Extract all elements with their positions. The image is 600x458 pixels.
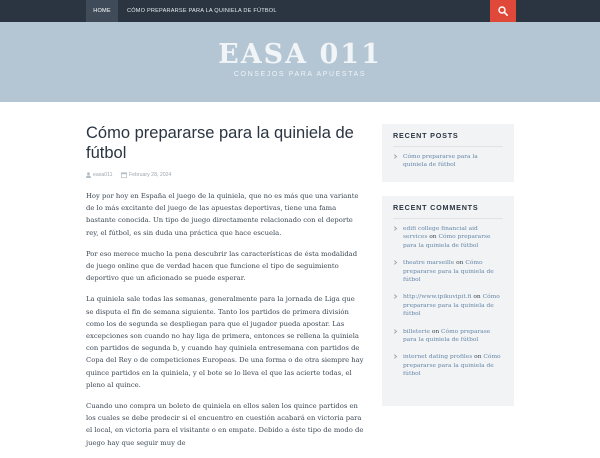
search-button[interactable]	[490, 0, 516, 22]
comment-item	[393, 353, 503, 378]
post-title[interactable]: Cómo prepararse para la quiniela de fútbol	[86, 124, 354, 162]
search-icon	[498, 6, 508, 16]
comment-post-link[interactable]: Cómo preparase para la quiniela de fútbol	[403, 328, 491, 344]
recent-posts-title: RECENT POSTS	[393, 131, 503, 147]
post-paragraph: Por eso merece mucho la pena descubrir las características de ésta modalidad de juego online que de verdad hacen que funcione el tipo de seguimiento deportivo que un aficionado se puede esperar.	[86, 249, 358, 283]
recent-comments-title: RECENT COMMENTS	[393, 203, 503, 219]
comment-author-link[interactable]: theatre marseille	[403, 260, 455, 267]
chevron-right-icon	[393, 329, 398, 334]
user-icon	[86, 172, 91, 178]
comment-item	[393, 259, 503, 284]
comment-post-link[interactable]: Cómo prepararse para la quiniela de fútbol	[403, 234, 491, 249]
recent-post-link[interactable]: Cómo prepararse para la quiniela de fútbol	[403, 154, 478, 169]
recent-comments-widget	[382, 196, 514, 406]
comment-on-text: on	[431, 328, 440, 335]
top-navigation	[0, 0, 600, 22]
post-article	[86, 124, 364, 458]
comment-on-text: on	[474, 354, 482, 361]
recent-post-item	[393, 153, 503, 170]
comment-author-link[interactable]: billeterie	[403, 328, 430, 335]
comment-on-text: on	[429, 234, 437, 241]
comment-item	[393, 225, 503, 250]
chevron-right-icon	[393, 354, 398, 359]
comment-author-link[interactable]: internet dating profiles	[403, 354, 473, 361]
post-paragraph: Cuando uno compra un boleto de quiniela en ellos salen los quince partidos en los cuales se debe predecir si el encuentro en cuestión acabará en victoria para el local, en victoria para el visitante o en empate. Debido a éste tipo de modo de juego hay que seguir muy de	[86, 402, 364, 447]
comment-post-link[interactable]: Cómo prepararse para la quiniela de fútbol	[403, 294, 500, 318]
comment-post-link[interactable]: Cómo prepararse para la quiniela de fútbol	[403, 260, 494, 284]
post-author[interactable]: easa011	[93, 172, 113, 178]
post-meta	[86, 170, 364, 180]
chevron-right-icon	[393, 226, 398, 231]
site-tagline: CONSEJOS PARA APUESTAS	[233, 71, 367, 78]
post-content	[86, 190, 364, 449]
comment-item	[393, 293, 503, 318]
comment-on-text: on	[456, 260, 464, 267]
nav-post-link[interactable]: CÓMO PREPARARSE PARA LA QUINIELA DE FÚTBOL	[127, 8, 277, 14]
comment-post-link[interactable]: Cómo prepararse para la quiniela de fútbol	[403, 354, 501, 378]
comment-item	[393, 328, 503, 345]
comment-on-text: on	[473, 294, 481, 301]
calendar-icon	[121, 172, 127, 178]
site-header	[0, 22, 600, 102]
nav-home-link[interactable]: HOME	[86, 0, 118, 22]
chevron-right-icon	[393, 294, 398, 299]
comment-author-link[interactable]: http://www.ipikuvipit.fi	[403, 294, 472, 301]
chevron-right-icon	[393, 154, 398, 159]
comment-author-link[interactable]: edifi college financial aid services	[403, 226, 478, 241]
post-date[interactable]: February 28, 2024	[128, 172, 172, 178]
chevron-right-icon	[393, 260, 398, 265]
recent-posts-widget	[382, 124, 514, 182]
post-paragraph: La quiniela sale todas las semanas, generalmente para la jornada de Liga que se disputa el fin de semana siguiente. Tanto los partidos de primera división como los de segunda se despliegan para que el jugador pueda apostar. Las excepciones son cuando no hay liga de primera, entonces se rellena la quiniela con partidos de segunda b, y cuando hay quiniela entresemana con partidos de Copa del Rey o de competiciones Europeas. De una forma o de otra siempre hay quince partidos en la quiniela, y el bote se lo lleva el que las acierte todas, el pleno al quince.	[86, 295, 364, 389]
site-title[interactable]: EASA 011	[218, 39, 382, 70]
post-paragraph: Hoy por hoy en España el juego de la quiniela, que no es más que una variante de lo más excitante del juego de las apuestas deportivas, tiene una fama bastante conocida. Un tipo de juego directamente relacionado con el deporte rey, el fútbol, es sin duda una práctica que hace escuela.	[86, 192, 359, 237]
